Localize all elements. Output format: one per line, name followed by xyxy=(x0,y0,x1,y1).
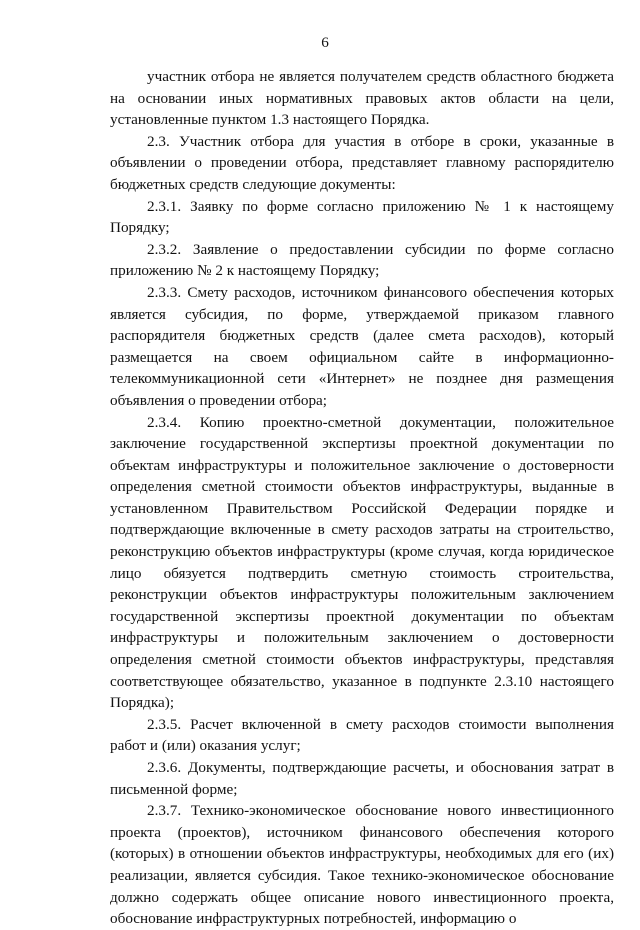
paragraph-2-3-6: 2.3.6. Документы, подтверждающие расчеты, и обоснования затрат в письменной форме; xyxy=(110,759,614,798)
paragraph-2-3-2: 2.3.2. Заявление о предоставлении субсидии по форме согласно приложению № 2 к настоящему Порядку; xyxy=(110,240,614,280)
paragraph-2-3-4: 2.3.4. Копию проектно-сметной документации, положительное заключение государственной экспертизы проектной документации по объектам инфраструктуры и положительное заключение о достоверности определения сметной стоимости объектов инфраструктуры, выданные в установленном Правительством Российской Федерации порядке и подтверждающие включенные в смету расходов затраты на строительство, реконструкцию объектов инфраструктуры (кроме случая, когда юридическое лицо обязуется подтвердить сметную стоимость строительства, реконструкции объектов инфраструктуры положительным заключением государственной экспертизы проектной документации по объектам инфраструктуры и положительным заключением о достоверности определения сметной стоимости объектов инфраструктуры, представляя соответствующее обязательство, указанное в подпункте 2.3.10 настоящего Порядка); xyxy=(110,413,614,712)
paragraph-2-3-3: 2.3.3. Смету расходов, источником финансового обеспечения которых является субсидия, по форме, утверждаемой приказом главного распорядителя бюджетных средств (далее смета расходов), который размещается на своем официальном сайте в информационно-телекоммуникационной сети «Интернет» не позднее дня размещения объявления о проведении отбора; xyxy=(110,283,614,409)
paragraph-2-3-1: 2.3.1. Заявку по форме согласно приложению № 1 к настоящему Порядку; xyxy=(110,197,614,237)
paragraph-intro-continuation: участник отбора не является получателем средств областного бюджета на основании иных нормативных правовых актов области на цели, установленные пунктом 1.3 настоящего Порядка. xyxy=(110,68,614,129)
document-body xyxy=(110,66,614,930)
paragraph-2-3-5: 2.3.5. Расчет включенной в смету расходов стоимости выполнения работ и (или) оказания услуг; xyxy=(110,715,614,755)
page-number: 6 xyxy=(321,34,329,51)
paragraph-2-3: 2.3. Участник отбора для участия в отборе в сроки, указанные в объявлении о проведении отбора, представляет главному распорядителю бюджетных средств следующие документы: xyxy=(110,132,614,193)
paragraph-2-3-7: 2.3.7. Технико-экономическое обоснование нового инвестиционного проекта (проектов), источником финансового обеспечения которого (которых) в отношении объектов инфраструктуры, необходимых для его (их) реализации, является субсидия. Такое технико-экономическое обоснование должно содержать общее описание нового инвестиционного проекта, обоснование инфраструктурных потребностей, информацию о xyxy=(110,802,614,928)
